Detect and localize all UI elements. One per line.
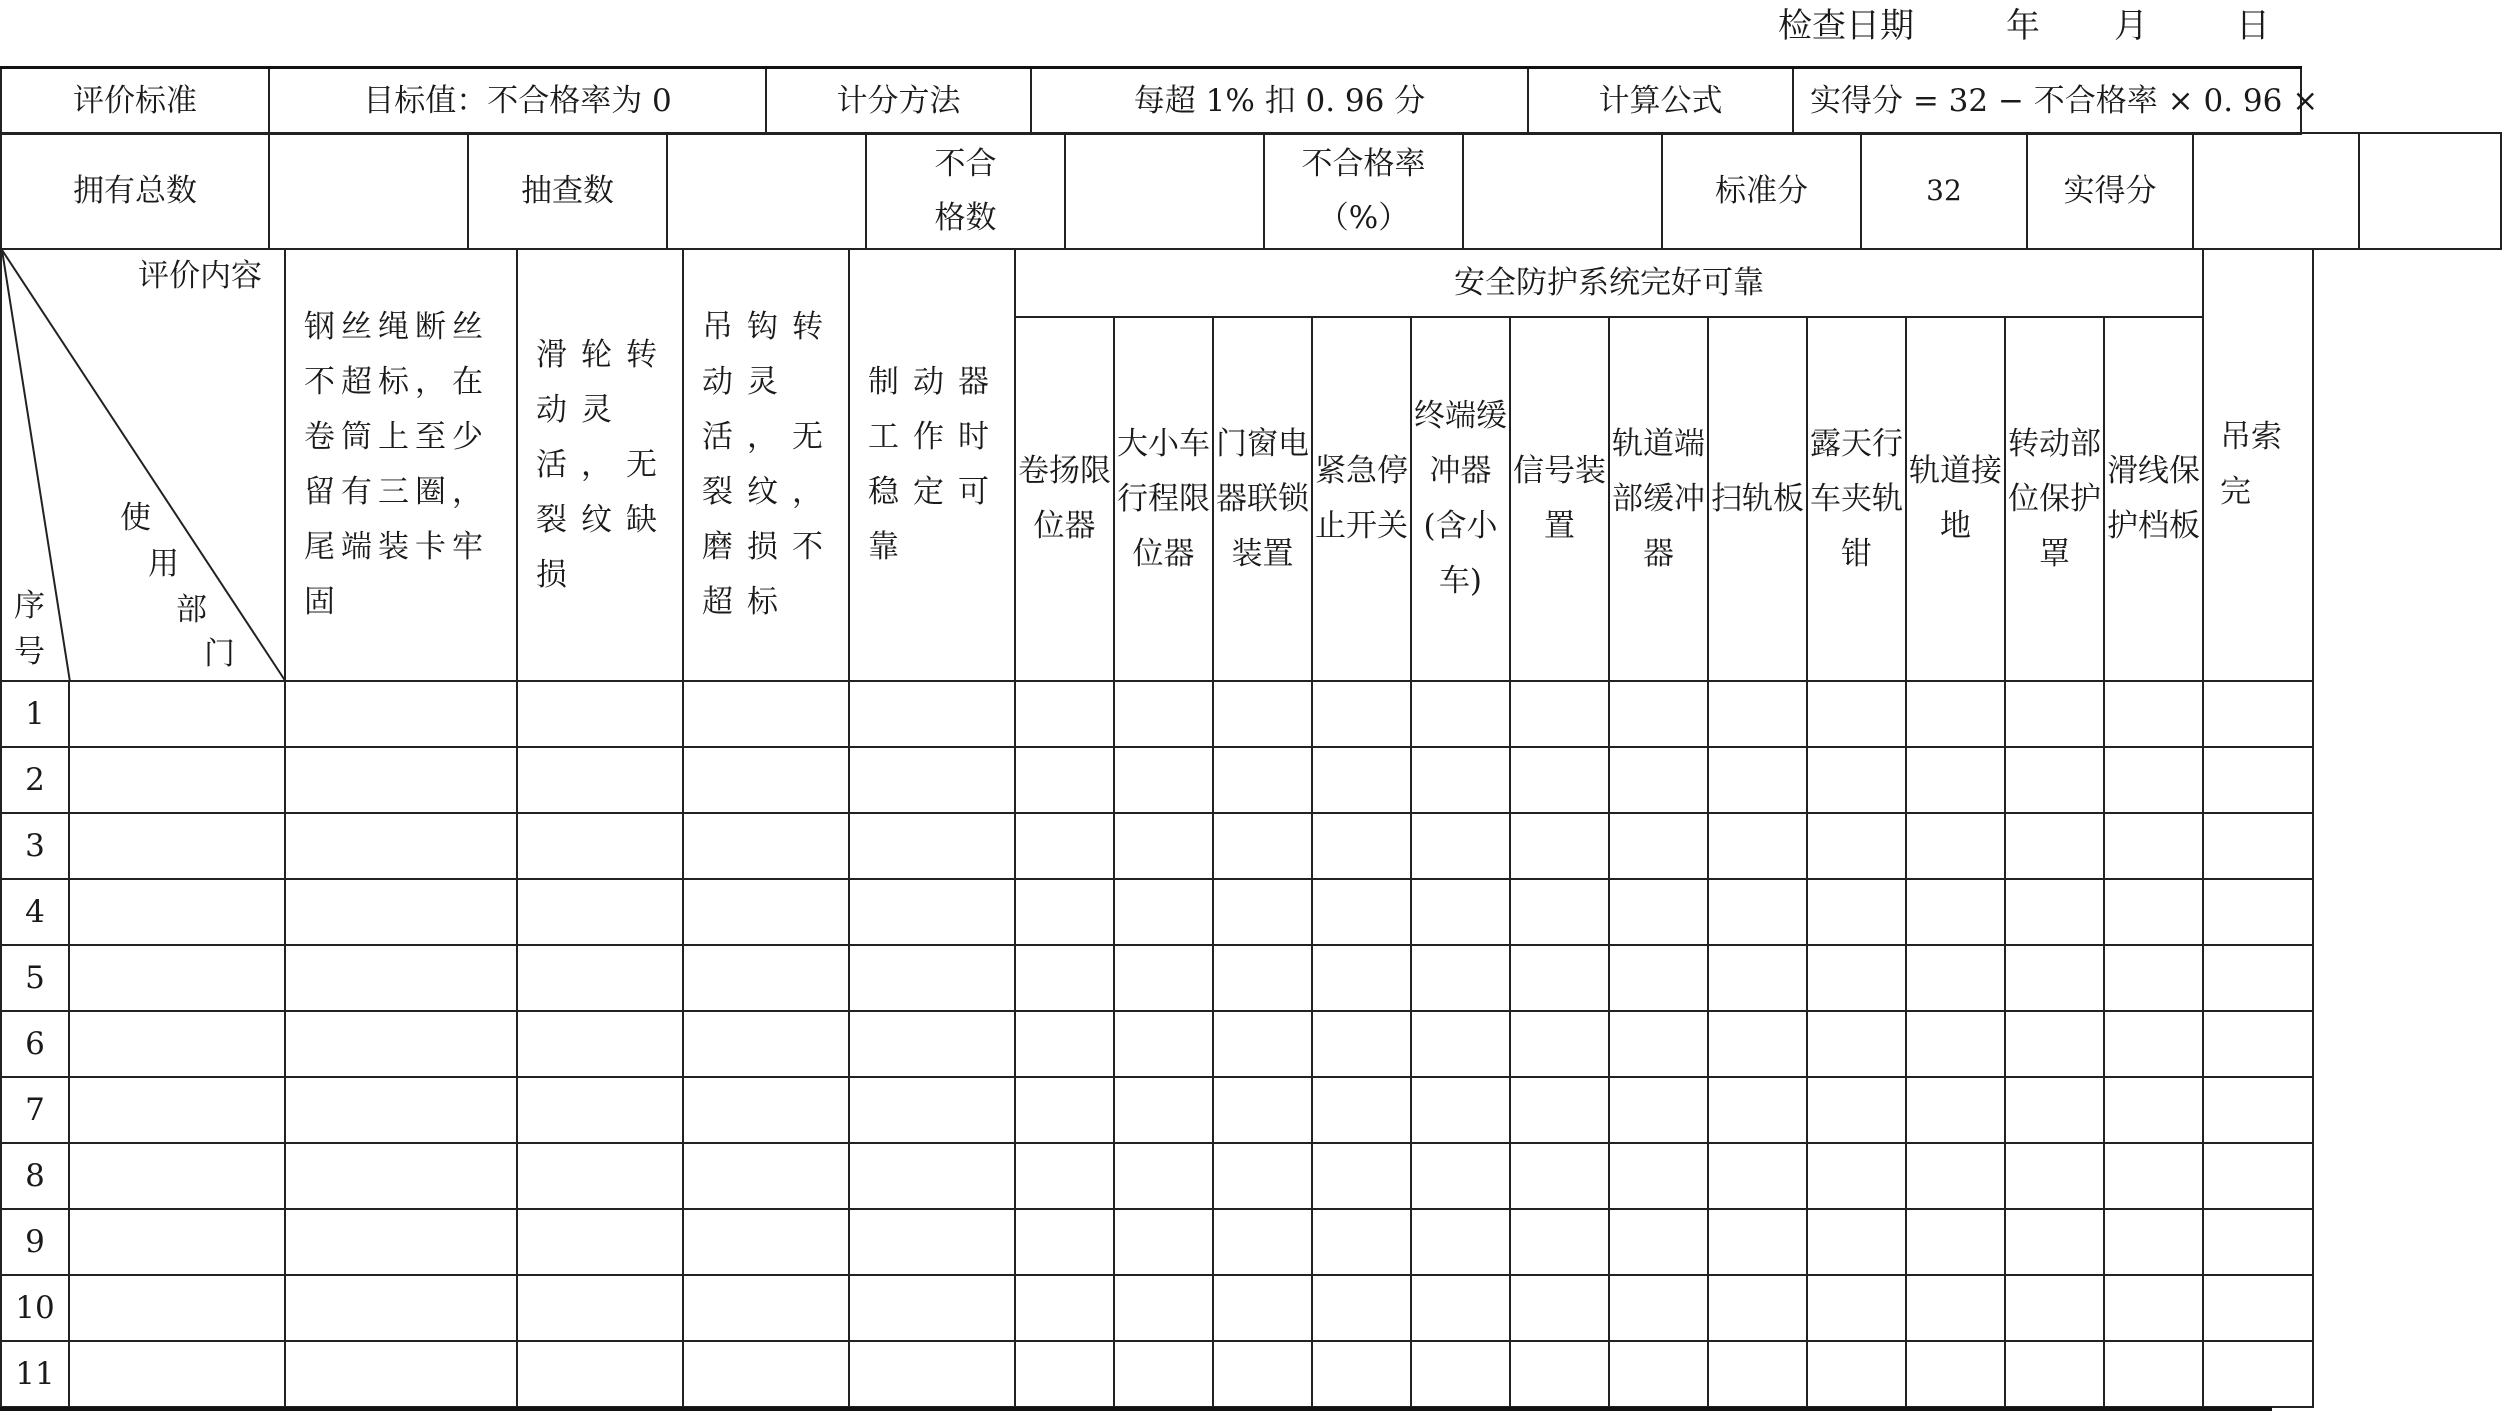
table-cell[interactable]	[1114, 1077, 1213, 1143]
table-cell[interactable]	[1807, 1341, 1906, 1407]
table-cell[interactable]	[1015, 1275, 1114, 1341]
table-cell[interactable]	[517, 1209, 683, 1275]
fail-rate-label	[1264, 133, 1463, 249]
table-cell[interactable]	[1708, 1209, 1807, 1275]
table-cell[interactable]	[849, 1341, 1015, 1407]
table-cell[interactable]	[69, 1011, 285, 1077]
table-cell[interactable]	[1411, 813, 1510, 879]
table-cell[interactable]	[2005, 1209, 2104, 1275]
criterion-brake: 制动器工作时稳定可靠	[849, 249, 1015, 681]
table-cell[interactable]	[1411, 747, 1510, 813]
table-cell[interactable]	[849, 813, 1015, 879]
table-cell[interactable]	[69, 681, 285, 747]
evaluation-standard-table	[0, 66, 2319, 135]
table-cell[interactable]	[849, 1209, 1015, 1275]
table-cell[interactable]	[285, 747, 517, 813]
table-cell[interactable]	[1411, 945, 1510, 1011]
table-cell[interactable]	[1609, 1209, 1708, 1275]
table-cell[interactable]	[683, 681, 849, 747]
table-cell[interactable]	[1114, 747, 1213, 813]
table-cell[interactable]	[1708, 1341, 1807, 1407]
table-cell[interactable]	[1114, 1275, 1213, 1341]
table-cell[interactable]	[2005, 1077, 2104, 1143]
table-cell[interactable]	[683, 1341, 849, 1407]
table-row	[1, 1275, 2313, 1341]
table-cell[interactable]	[2104, 747, 2203, 813]
table-cell[interactable]	[1510, 1209, 1609, 1275]
table-cell[interactable]	[1312, 1209, 1411, 1275]
table-cell[interactable]	[2203, 1011, 2313, 1077]
table-cell[interactable]	[2203, 1275, 2313, 1341]
table-cell[interactable]	[517, 1275, 683, 1341]
table-cell[interactable]	[1609, 747, 1708, 813]
table-cell[interactable]	[1411, 1077, 1510, 1143]
table-cell[interactable]	[683, 945, 849, 1011]
table-cell[interactable]	[2005, 813, 2104, 879]
table-cell[interactable]	[285, 945, 517, 1011]
row-number: 4	[1, 879, 69, 945]
table-cell[interactable]	[2104, 945, 2203, 1011]
table-cell[interactable]	[1312, 879, 1411, 945]
table-cell[interactable]	[2005, 1143, 2104, 1209]
table-cell[interactable]	[1609, 945, 1708, 1011]
table-cell[interactable]	[1807, 813, 1906, 879]
table-cell[interactable]	[517, 681, 683, 747]
table-cell[interactable]	[1213, 1341, 1312, 1407]
table-cell[interactable]	[1609, 879, 1708, 945]
sub-emergency-stop: 紧急停止开关	[1312, 317, 1411, 681]
table-cell[interactable]	[285, 879, 517, 945]
sub-door-interlock: 门窗电器联锁装置	[1213, 317, 1312, 681]
table-cell[interactable]	[517, 945, 683, 1011]
sub-travel-limiter: 大小车行程限位器	[1114, 317, 1213, 681]
formula-cell: 实得分 = 32 − 不合格率 × 0. 96 ×	[1793, 68, 2301, 135]
table-cell[interactable]	[1906, 879, 2005, 945]
table-cell[interactable]	[2104, 1143, 2203, 1209]
table-cell[interactable]	[1015, 1341, 1114, 1407]
row-number: 11	[1, 1341, 69, 1407]
table-row	[1, 747, 2313, 813]
table-cell[interactable]	[1213, 1209, 1312, 1275]
table-cell[interactable]	[1708, 1077, 1807, 1143]
fail-count-value[interactable]	[1065, 133, 1264, 249]
table-cell[interactable]	[1015, 747, 1114, 813]
table-cell[interactable]	[1213, 813, 1312, 879]
table-cell[interactable]	[69, 1209, 285, 1275]
table-cell[interactable]	[1312, 681, 1411, 747]
criterion-sling-partial: 吊索完	[2203, 249, 2313, 681]
table-cell[interactable]	[1213, 1011, 1312, 1077]
diag-dept-char-2: 用	[148, 546, 179, 582]
sub-rail-clamp: 露天行车夹轨钳	[1807, 317, 1906, 681]
data-rows	[1, 681, 2313, 1407]
table-cell[interactable]	[1906, 1341, 2005, 1407]
fail-count-label-text: 不合格数	[934, 146, 997, 236]
diag-eval-content: 评价内容	[138, 258, 262, 294]
criteria-header-row-1	[1, 249, 2313, 317]
actual-score-label: 实得分	[2027, 133, 2193, 249]
table-cell[interactable]	[2203, 681, 2313, 747]
table-cell[interactable]	[1510, 1077, 1609, 1143]
table-cell[interactable]	[849, 1077, 1015, 1143]
table-row	[1, 1209, 2313, 1275]
table-cell[interactable]	[1411, 681, 1510, 747]
row-number: 10	[1, 1275, 69, 1341]
table-cell[interactable]	[1411, 879, 1510, 945]
sub-signal-device: 信号装置	[1510, 317, 1609, 681]
counts-row	[1, 133, 2501, 249]
table-cell[interactable]	[1411, 1143, 1510, 1209]
diag-dept-char-1: 使	[120, 500, 151, 536]
table-cell[interactable]	[285, 1209, 517, 1275]
table-cell[interactable]	[69, 813, 285, 879]
table-row	[1, 1077, 2313, 1143]
table-cell[interactable]	[1708, 1011, 1807, 1077]
table-cell[interactable]	[1510, 747, 1609, 813]
table-cell[interactable]	[2203, 813, 2313, 879]
table-cell[interactable]	[1510, 681, 1609, 747]
table-row	[1, 1341, 2313, 1407]
table-cell[interactable]	[1609, 1011, 1708, 1077]
table-cell[interactable]	[1312, 945, 1411, 1011]
table-cell[interactable]	[517, 747, 683, 813]
table-cell[interactable]	[1609, 1077, 1708, 1143]
table-cell[interactable]	[2104, 1077, 2203, 1143]
diag-seq-char-2: 号	[14, 634, 45, 670]
table-cell[interactable]	[683, 813, 849, 879]
table-cell[interactable]	[2005, 1341, 2104, 1407]
fail-rate-label-text: 不合格率	[1301, 146, 1426, 182]
table-cell[interactable]	[683, 1209, 849, 1275]
safety-system-group-header: 安全防护系统完好可靠	[1015, 249, 2203, 317]
diagonal-header-cell	[1, 249, 285, 681]
target-value-cell: 目标值：不合格率为 0	[269, 68, 766, 135]
fail-rate-unit: （%）	[1317, 200, 1410, 236]
criterion-wire-rope: 钢丝绳断丝不超标，在卷筒上至少留有三圈，尾端装卡牢固	[285, 249, 517, 681]
table-cell[interactable]	[2005, 879, 2104, 945]
table-cell[interactable]	[683, 1275, 849, 1341]
table-cell[interactable]	[1213, 747, 1312, 813]
table-cell[interactable]	[517, 1143, 683, 1209]
sample-count-value[interactable]	[667, 133, 866, 249]
table-row	[1, 1011, 2313, 1077]
std-score-value: 32	[1861, 133, 2027, 249]
table-cell[interactable]	[1213, 1275, 1312, 1341]
table-cell[interactable]	[1708, 813, 1807, 879]
table-cell[interactable]	[1708, 681, 1807, 747]
table-cell[interactable]	[1906, 1011, 2005, 1077]
table-cell[interactable]	[2203, 747, 2313, 813]
table-cell[interactable]	[1906, 681, 2005, 747]
table-cell[interactable]	[1114, 813, 1213, 879]
table-cell[interactable]	[285, 1077, 517, 1143]
table-row	[1, 1143, 2313, 1209]
table-cell[interactable]	[1312, 747, 1411, 813]
table-cell[interactable]	[1708, 747, 1807, 813]
table-cell[interactable]	[1807, 681, 1906, 747]
table-cell[interactable]	[517, 1077, 683, 1143]
table-cell[interactable]	[1114, 681, 1213, 747]
criterion-pulley: 滑轮转动灵活，无裂纹缺损	[517, 249, 683, 681]
table-cell[interactable]	[1114, 1209, 1213, 1275]
table-cell[interactable]	[2203, 1341, 2313, 1407]
scoring-method-label: 计分方法	[766, 68, 1031, 135]
table-cell[interactable]	[849, 1011, 1015, 1077]
table-cell[interactable]	[517, 1341, 683, 1407]
table-cell[interactable]	[69, 1341, 285, 1407]
row-number: 2	[1, 747, 69, 813]
table-cell[interactable]	[1510, 945, 1609, 1011]
row-number: 5	[1, 945, 69, 1011]
inspection-grid	[0, 248, 2314, 1408]
table-cell[interactable]	[683, 879, 849, 945]
sub-trolley-guard: 滑线保护档板	[2104, 317, 2203, 681]
row-number: 3	[1, 813, 69, 879]
table-cell[interactable]	[2203, 945, 2313, 1011]
table-cell[interactable]	[849, 879, 1015, 945]
table-cell[interactable]	[69, 1077, 285, 1143]
table-cell[interactable]	[1114, 879, 1213, 945]
diag-dept-char-4: 门	[204, 636, 235, 672]
table-cell[interactable]	[1114, 945, 1213, 1011]
table-row	[1, 879, 2313, 945]
sub-rail-sweeper: 扫轨板	[1708, 317, 1807, 681]
table-cell[interactable]	[1609, 1341, 1708, 1407]
table-cell[interactable]	[1708, 945, 1807, 1011]
table-cell[interactable]	[1807, 879, 1906, 945]
table-cell[interactable]	[1708, 1275, 1807, 1341]
table-cell[interactable]	[849, 945, 1015, 1011]
table-cell[interactable]	[1510, 1011, 1609, 1077]
table-cell[interactable]	[1906, 1275, 2005, 1341]
table-cell[interactable]	[1906, 945, 2005, 1011]
table-cell[interactable]	[69, 1275, 285, 1341]
inspection-date-label: 检查日期	[1778, 6, 1914, 46]
table-cell[interactable]	[2203, 879, 2313, 945]
table-cell[interactable]	[2005, 1275, 2104, 1341]
row-number: 1	[1, 681, 69, 747]
table-cell[interactable]	[1015, 1209, 1114, 1275]
counts-table	[0, 132, 2502, 250]
table-cell[interactable]	[69, 945, 285, 1011]
table-cell[interactable]	[517, 879, 683, 945]
date-month-label: 月	[2114, 6, 2148, 46]
row-number: 8	[1, 1143, 69, 1209]
table-cell[interactable]	[1114, 1143, 1213, 1209]
row-number: 6	[1, 1011, 69, 1077]
table-cell[interactable]	[683, 1143, 849, 1209]
table-cell[interactable]	[1807, 945, 1906, 1011]
table-cell[interactable]	[1510, 879, 1609, 945]
table-cell[interactable]	[285, 1275, 517, 1341]
total-count-value[interactable]	[269, 133, 468, 249]
table-cell[interactable]	[285, 813, 517, 879]
table-row	[1, 813, 2313, 879]
sub-track-grounding: 轨道接地	[1906, 317, 2005, 681]
table-cell[interactable]	[1906, 747, 2005, 813]
sub-end-buffer: 终端缓冲器(含小车)	[1411, 317, 1510, 681]
table-cell[interactable]	[285, 1143, 517, 1209]
table-cell[interactable]	[1411, 1275, 1510, 1341]
table-cell[interactable]	[849, 681, 1015, 747]
table-cell[interactable]	[1015, 1011, 1114, 1077]
table-cell[interactable]	[1510, 1275, 1609, 1341]
counts-overflow-cell	[2359, 133, 2501, 249]
table-cell[interactable]	[683, 1011, 849, 1077]
table-cell[interactable]	[683, 747, 849, 813]
table-cell[interactable]	[1213, 1143, 1312, 1209]
table-cell[interactable]	[1114, 1341, 1213, 1407]
table-cell[interactable]	[1015, 1143, 1114, 1209]
table-cell[interactable]	[517, 1011, 683, 1077]
table-cell[interactable]	[1708, 879, 1807, 945]
formula-label: 计算公式	[1528, 68, 1793, 135]
table-cell[interactable]	[69, 1143, 285, 1209]
table-cell[interactable]	[1312, 1143, 1411, 1209]
table-cell[interactable]	[1312, 1077, 1411, 1143]
fail-count-label	[866, 133, 1065, 249]
table-cell[interactable]	[1411, 1209, 1510, 1275]
inspection-date-line	[0, 0, 2272, 66]
table-cell[interactable]	[1312, 1011, 1411, 1077]
table-cell[interactable]	[1015, 945, 1114, 1011]
scoring-method-cell: 每超 1% 扣 0. 96 分	[1031, 68, 1528, 135]
table-cell[interactable]	[2104, 813, 2203, 879]
table-cell[interactable]	[2104, 879, 2203, 945]
table-cell[interactable]	[69, 879, 285, 945]
table-cell[interactable]	[1609, 1143, 1708, 1209]
table-cell[interactable]	[1906, 1077, 2005, 1143]
date-year-label: 年	[2006, 6, 2040, 46]
table-cell[interactable]	[1708, 1143, 1807, 1209]
table-cell[interactable]	[517, 813, 683, 879]
table-cell[interactable]	[849, 1275, 1015, 1341]
table-cell[interactable]	[1906, 813, 2005, 879]
sample-count-label: 抽查数	[468, 133, 667, 249]
table-cell[interactable]	[1114, 1011, 1213, 1077]
table-cell[interactable]	[2203, 1209, 2313, 1275]
table-cell[interactable]	[1213, 1077, 1312, 1143]
table-cell[interactable]	[849, 1143, 1015, 1209]
table-cell[interactable]	[2104, 1209, 2203, 1275]
table-cell[interactable]	[1609, 1275, 1708, 1341]
criterion-hook: 吊钩转动灵活，无裂纹，磨损不超标	[683, 249, 849, 681]
table-cell[interactable]	[1510, 1143, 1609, 1209]
table-row	[1, 945, 2313, 1011]
table-cell[interactable]	[285, 1011, 517, 1077]
table-cell[interactable]	[683, 1077, 849, 1143]
table-cell[interactable]	[1906, 1209, 2005, 1275]
table-cell[interactable]	[2203, 1143, 2313, 1209]
sub-hoist-limiter: 卷扬限位器	[1015, 317, 1114, 681]
table-cell[interactable]	[285, 1341, 517, 1407]
table-cell[interactable]	[1015, 813, 1114, 879]
table-cell[interactable]	[1411, 1341, 1510, 1407]
row-number: 7	[1, 1077, 69, 1143]
fail-rate-value[interactable]	[1463, 133, 1662, 249]
table-cell[interactable]	[1213, 681, 1312, 747]
bottom-rule	[0, 1407, 2272, 1411]
sub-track-end-buffer: 轨道端部缓冲器	[1609, 317, 1708, 681]
row-number: 9	[1, 1209, 69, 1275]
table-row	[1, 681, 2313, 747]
evaluation-standard-row	[1, 68, 2301, 135]
eval-standard-label: 评价标准	[1, 68, 269, 135]
actual-score-value[interactable]	[2193, 133, 2359, 249]
table-cell[interactable]	[1015, 1077, 1114, 1143]
table-cell[interactable]	[69, 747, 285, 813]
table-cell[interactable]	[1807, 1275, 1906, 1341]
table-cell[interactable]	[1312, 1275, 1411, 1341]
table-cell[interactable]	[2104, 1011, 2203, 1077]
table-cell[interactable]	[1510, 813, 1609, 879]
table-cell[interactable]	[1807, 1209, 1906, 1275]
table-cell[interactable]	[1609, 813, 1708, 879]
table-cell[interactable]	[1609, 681, 1708, 747]
table-cell[interactable]	[2005, 681, 2104, 747]
std-score-label: 标准分	[1662, 133, 1861, 249]
table-cell[interactable]	[1015, 681, 1114, 747]
table-cell[interactable]	[1015, 879, 1114, 945]
table-cell[interactable]	[2005, 747, 2104, 813]
table-cell[interactable]	[1807, 1011, 1906, 1077]
table-cell[interactable]	[1312, 813, 1411, 879]
table-cell[interactable]	[2104, 681, 2203, 747]
table-cell[interactable]	[1510, 1341, 1609, 1407]
table-cell[interactable]	[2005, 1011, 2104, 1077]
table-cell[interactable]	[1906, 1143, 2005, 1209]
diag-seq-char-1: 序	[14, 588, 45, 624]
table-cell[interactable]	[2104, 1341, 2203, 1407]
date-day-label: 日	[2236, 6, 2270, 46]
table-cell[interactable]	[1312, 1341, 1411, 1407]
sub-rotating-guard: 转动部位保护罩	[2005, 317, 2104, 681]
table-cell[interactable]	[2203, 1077, 2313, 1143]
table-cell[interactable]	[2005, 945, 2104, 1011]
table-cell[interactable]	[1411, 1011, 1510, 1077]
table-cell[interactable]	[1807, 1143, 1906, 1209]
table-cell[interactable]	[1807, 1077, 1906, 1143]
table-cell[interactable]	[1807, 747, 1906, 813]
table-cell[interactable]	[1213, 945, 1312, 1011]
table-cell[interactable]	[285, 681, 517, 747]
total-count-label: 拥有总数	[1, 133, 269, 249]
table-cell[interactable]	[1213, 879, 1312, 945]
table-cell[interactable]	[2104, 1275, 2203, 1341]
diag-dept-char-3: 部	[176, 592, 207, 628]
table-cell[interactable]	[849, 747, 1015, 813]
